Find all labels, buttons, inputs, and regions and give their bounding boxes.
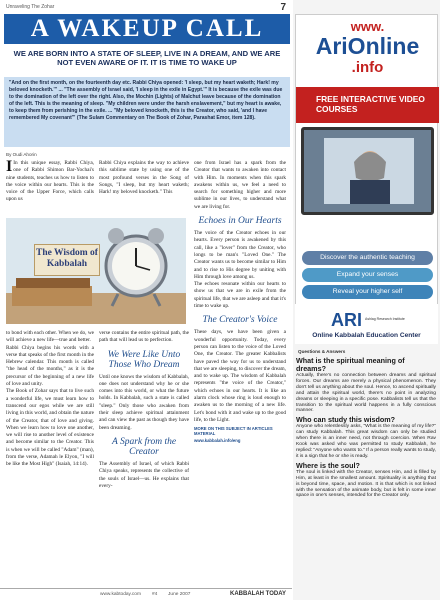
heading-echoes: Echoes in Our Hearts xyxy=(198,216,282,227)
qa-answer: The soul is linked with the Creator, senses Him, and is filled by Him, at least in the smallest amount. Spirituality is anything that is beyond time, space, and motion. It is that which is not linked with the sensation of the animate body, but is felt in some inner space in one's senses, intended for the Creator only. xyxy=(296,469,436,499)
zohar-quote: "And on the first month, on the fourteenth day etc. Rabbi Chiya opened: 'I sleep, but my heart waketh; Hark! my beloved knocketh.'" ... "The assembly of Israel said, 'I sleep in the exile in Egypt.'" It is because the exile was due to the domination of the left over the right. Also, the Mochin (Lights) of Malchut leave because of the domination of the left. This is the meaning of sleep. "My children were under the harsh enslavement," but my heart is awake, to keep them from perishing in the exile. ... "My beloved knocketh, this is the Creator, who said, 'and I have remembered My covenant'" (The Sulam Commentary on The Book of Zohar, Parashat Emor, item 128). xyxy=(4,77,290,147)
section-label: Unraveling The Zohar xyxy=(6,4,55,10)
col1-bottom-3: The Book of Zohar says that to live such a wonderful life, we must learn how to transcend our egos while we are still living in this world, and obtain the nature of the Creator, that of love and giving. When we learn how to love one another, we will rise to another level of existence and become similar to the Creator. This is when we will be called "Adam" (man), from the verse, Adamah le Elyon, "I will be like the Most High" (Isaiah, 14:14). xyxy=(6,388,94,468)
ad-domain: .info xyxy=(351,59,384,76)
dropcap: I xyxy=(6,158,13,175)
col3-voice: These days, we have been given a wonderful opportunity. Today, every person can listen to the voice of the Loved One, the Creator. The greater Kabbalists have paved the way for us to understand that we are sleeping, to discover the dream, and to wake up. The wisdom of Kabbalah represents "the voice of the Creator," which echoes in our hearts. It is like an alarm clock whose ring is loud enough to awaken us to the morning of a new life. Let's bond with it and wake up to the good life, to the Light. xyxy=(194,329,286,423)
qa-answer: Actually, there's no connection between dreams and spiritual forces. Our dreams are merely a physical phenomenon. They don't tell us anything about the soul. Hence, to ascend spiritually and attain the spiritual world, there's no point in analyzing dreams or sleeping in a specific pose. Kabbalists tell us that the transition to the spiritual world happens in a fully conscious manner. xyxy=(296,373,436,414)
page-title: A WAKEUP CALL xyxy=(30,15,264,42)
illustration xyxy=(6,218,186,324)
reveal-button[interactable]: Reveal your higher self xyxy=(302,285,433,299)
qa-section xyxy=(296,355,436,500)
col3-echoes-2: The echoes resonate within our hearts to show us that we are in exile from the spiritual life, that we are asleep and that it's time to wake up. xyxy=(194,281,286,310)
col3-echoes: The voice of the Creator echoes in our hearts. Every person is awakened by this call, like a "lover" from the Creator, who longs to be man's "Loved One." The Creator wants us to become similar to Him and to rise to His degree by uniting with Him through love among us. xyxy=(194,230,286,280)
title-banner xyxy=(4,14,290,44)
col1-bottom-1: to bond with each other. When we do, we will achieve a new life—true and better. xyxy=(6,330,94,344)
ad-www: www. xyxy=(350,19,385,34)
qa-answer: Anyone who relentlessly asks, "What is the meaning of my life?" can study Kabbalah. This great wisdom can only be studied when there is an inner need, not through coercion. When Rav Kook was asked who was permitted to study Kabbalah, he replied: "Anyone who wants to." If a person really wants to study, it is a sign that he or she is ready. xyxy=(296,424,436,459)
ad-site-name: AriOnline xyxy=(315,33,420,59)
more-subject-label: MORE ON THIS SUBJECT IN ARTICLES MATERIAL xyxy=(194,426,273,437)
discover-button[interactable]: Discover the authentic teaching xyxy=(302,251,433,265)
qa-question: Where is the soul? xyxy=(296,460,360,470)
article-col-1-bottom xyxy=(6,330,94,469)
illustration-book-title: The Wisdom of Kabbalah xyxy=(34,244,100,276)
lecturer-icon xyxy=(324,138,414,204)
qa-label: Questions & Answers xyxy=(298,349,346,354)
video-screen xyxy=(324,138,414,204)
page-footer xyxy=(0,588,292,600)
heading-creators-voice: The Creator's Voice xyxy=(202,315,278,326)
ari-logo: ARI xyxy=(331,310,362,330)
heading-dreamers: We Were Like Unto Those Who Dream xyxy=(107,349,181,370)
article-intro xyxy=(6,160,94,204)
arionline-ad[interactable] xyxy=(295,14,438,344)
qa-question: Who can study this wisdom? xyxy=(296,415,396,425)
ari-center-name: Online Kabbalah Education Center xyxy=(312,332,421,339)
col2-top-text: Rabbi Chiya explains the way to achieve this sublime state by using one of the most profound verses in the Song of Songs, "I sleep, but my heart waketh; Hark! my beloved knocketh." This xyxy=(99,160,189,196)
ari-subtitle: Ashlag Research Institute xyxy=(365,317,405,321)
qa-question: What is the spiritual meaning of dreams? xyxy=(296,356,405,373)
subheadline: WE ARE BORN INTO A STATE OF SLEEP, LIVE IN A DREAM, AND WE ARE NOT EVEN AWARE OF IT. IT IS TIME TO WAKE UP xyxy=(13,49,281,67)
more-subject-link[interactable]: www.kabbalah.info/eng xyxy=(194,438,241,444)
col1-top-text: In this unique essay, Rabbi Chiya, one of Rabbi Shimon Bar-Yochai's nine students, teaches us how to listen to the voice within our hearts. This is the voice of the Upper Force, which calls upon us xyxy=(6,160,94,203)
footer-date: June 2007 xyxy=(168,592,191,597)
article-col-2-bottom xyxy=(99,330,189,490)
heading-spark: A Spark from the Creator xyxy=(111,436,177,457)
ari-logo-block xyxy=(295,304,438,344)
page-number: 7 xyxy=(280,2,286,13)
tv-icon xyxy=(301,127,434,215)
ad-video-banner: FREE INTERACTIVE VIDEO COURSES xyxy=(296,87,439,123)
expand-button[interactable]: Expand your senses xyxy=(302,268,433,282)
col2-bottom-1: verse contains the entire spiritual path, the path that will lead us to perfection. xyxy=(99,330,189,344)
footer-magazine: KABBALAH TODAY xyxy=(229,591,286,597)
col2-bottom-2: Until one knows the wisdom of Kabbalah, one does not understand why he or she comes into this world, or what the future holds. In Kabbalah, such a state is called "sleep." Only those who awaken from their sleep achieve spiritual attainment and can view the past as though they have been dreaming. xyxy=(99,373,189,431)
article-col-2 xyxy=(99,160,189,196)
col2-bottom-3: The Assembly of Israel, of which Rabbi Chiya speaks, represents the collective of the souls of Israel—us. He explains that every- xyxy=(99,460,189,489)
byline: By Oudi Ahorin xyxy=(6,152,37,157)
article-col-3 xyxy=(194,160,286,443)
footer-issue: #4 xyxy=(152,592,158,597)
col3-intro: one from Israel has a spark from the Creator that wants to awaken into contact with Him. In moments when this spark awakens within us, we feel a need to search for something higher and more sublime in our lives, to understand what we are living for. xyxy=(194,160,286,210)
footer-url[interactable]: www.kabtoday.com xyxy=(100,592,141,597)
sidebar xyxy=(293,0,440,600)
col1-bottom-2: Rabbi Chiya begins his words with a verse that speaks of the first month in the Hebrew calendar. This month is called "the head of the months," as it is the precursor of the beginning of a new life of love and unity. xyxy=(6,344,94,388)
article-col-1 xyxy=(6,160,94,204)
